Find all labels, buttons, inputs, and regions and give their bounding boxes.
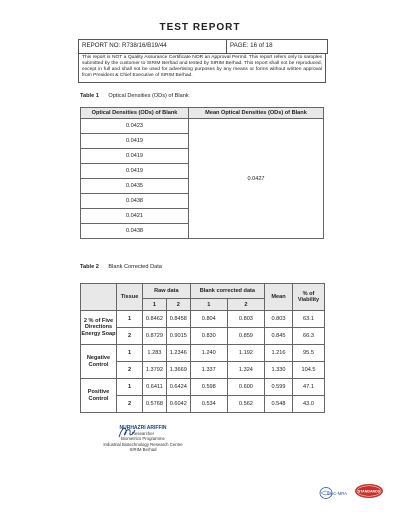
table2-row xyxy=(81,379,325,396)
table1-caption xyxy=(80,93,189,99)
logo2-text: STANDARDS xyxy=(357,489,381,494)
value-cell-bc2: 0.600 xyxy=(227,379,264,396)
value-cell-bc2: 0.859 xyxy=(227,328,264,345)
signatory-unit1: Biometrics Programme xyxy=(121,436,165,442)
report-number: REPORT NO: R738/16/B19/44 xyxy=(79,40,227,53)
table1-caption-text: Optical Densities (ODs) of Blank xyxy=(108,93,189,99)
value-cell-bc1: 0.598 xyxy=(190,379,227,396)
tissue-cell: 1 xyxy=(117,311,143,328)
value-cell-bc1: 0.534 xyxy=(190,396,227,413)
od-value-cell: 0.0419 xyxy=(81,134,189,149)
table2-col-tissue: Tissue xyxy=(117,284,143,311)
value-cell-mean: 1.216 xyxy=(265,345,293,362)
value-cell-raw2: 0.6042 xyxy=(166,396,190,413)
table2-col-raw: Raw data xyxy=(143,284,191,299)
od-value-cell: 0.0419 xyxy=(81,164,189,179)
value-cell-via: 47.1 xyxy=(293,379,325,396)
value-cell-raw2: 0.6424 xyxy=(166,379,190,396)
mean-od-cell: 0.0427 xyxy=(189,119,324,239)
table2-sub-raw1: 1 xyxy=(143,299,167,311)
value-cell-mean: 0.599 xyxy=(265,379,293,396)
table1-label: Table 1 xyxy=(80,93,99,99)
table2-row xyxy=(81,328,325,345)
sample-group-cell: Positive Control xyxy=(81,379,117,413)
table1-col-mean: Mean Optical Densities (ODs) of Blank xyxy=(189,108,324,119)
od-value-cell: 0.0438 xyxy=(81,194,189,209)
value-cell-raw1: 0.8729 xyxy=(143,328,167,345)
table2-sub-bc2: 2 xyxy=(227,299,264,311)
od-value-cell: 0.0423 xyxy=(81,119,189,134)
table2-row xyxy=(81,345,325,362)
value-cell-raw2: 1.3669 xyxy=(166,362,190,379)
table2-sub-raw2: 2 xyxy=(166,299,190,311)
table1-col-od: Optical Densities (ODs) of Blank xyxy=(81,108,189,119)
value-cell-via: 43.0 xyxy=(293,396,325,413)
value-cell-raw1: 0.6411 xyxy=(143,379,167,396)
table1-body xyxy=(81,119,324,239)
od-value-cell: 0.0421 xyxy=(81,209,189,224)
signatory-unit2: Industrial Biotechnology Research Centre xyxy=(103,441,183,447)
table2-caption-text: Blank Corrected Data xyxy=(108,264,162,270)
table2-sub-bc1: 1 xyxy=(190,299,227,311)
sample-group-cell: 2 % of Five Directions Energy Soap xyxy=(81,311,117,345)
od-value-cell: 0.0438 xyxy=(81,224,189,239)
value-cell-raw1: 1.3792 xyxy=(143,362,167,379)
table2-col-blank: Blank corrected data xyxy=(190,284,264,299)
table2-col-mean: Mean xyxy=(265,284,293,311)
signature-block xyxy=(98,426,188,452)
value-cell-mean: 0.548 xyxy=(265,396,293,413)
value-cell-bc2: 1.192 xyxy=(227,345,264,362)
table2-body xyxy=(81,311,325,413)
value-cell-bc1: 0.830 xyxy=(190,328,227,345)
tissue-cell: 2 xyxy=(117,362,143,379)
table2-col-sample xyxy=(81,284,117,311)
blank-corrected-table xyxy=(80,283,325,413)
tissue-cell: 1 xyxy=(117,345,143,362)
ilac-mra-logo-icon xyxy=(318,486,348,500)
sample-group-cell: Negative Control xyxy=(81,345,117,379)
disclaimer-notice: This report is NOT a Quality Assurance Certificate NOR an Approval Permit. This report refers only to samples submitted by the customer to SIRIM Berhad and tested by SIRIM Berhad. This report shall not be reproduced, except in full and shall not be used for advertising purposes by any means or forms without written approval from President & Chief Executive of SIRIM Berhad. xyxy=(78,53,326,83)
value-cell-bc2: 0.562 xyxy=(227,396,264,413)
tissue-cell: 2 xyxy=(117,396,143,413)
value-cell-raw2: 0.9015 xyxy=(166,328,190,345)
table2-row xyxy=(81,396,325,413)
table2-label: Table 2 xyxy=(80,264,99,270)
od-value-cell: 0.0435 xyxy=(81,179,189,194)
value-cell-mean: 1.330 xyxy=(265,362,293,379)
value-cell-bc2: 0.803 xyxy=(227,311,264,328)
report-title: TEST REPORT xyxy=(159,22,241,33)
value-cell-raw1: 0.5768 xyxy=(143,396,167,413)
value-cell-via: 63.1 xyxy=(293,311,325,328)
tissue-cell: 1 xyxy=(117,379,143,396)
page-number: PAGE: 16 of 18 xyxy=(230,42,273,49)
value-cell-bc1: 1.337 xyxy=(190,362,227,379)
table1-row xyxy=(81,119,324,134)
table2-col-viability: % of Viability xyxy=(293,284,325,311)
value-cell-via: 104.5 xyxy=(293,362,325,379)
table2-row xyxy=(81,362,325,379)
od-value-cell: 0.0419 xyxy=(81,149,189,164)
signatory-org: SIRIM Berhad xyxy=(129,446,157,452)
value-cell-raw2: 1.2346 xyxy=(166,345,190,362)
value-cell-bc1: 0.804 xyxy=(190,311,227,328)
value-cell-via: 95.5 xyxy=(293,345,325,362)
signatory-name: NURHAZRI ARIFFIN xyxy=(119,425,167,431)
logo1-text: ILAC-MRA xyxy=(327,491,348,496)
table2-row xyxy=(81,311,325,328)
value-cell-mean: 0.845 xyxy=(265,328,293,345)
value-cell-raw1: 0.8462 xyxy=(143,311,167,328)
value-cell-bc1: 1.240 xyxy=(190,345,227,362)
value-cell-raw1: 1.283 xyxy=(143,345,167,362)
value-cell-bc2: 1.324 xyxy=(227,362,264,379)
tissue-cell: 2 xyxy=(117,328,143,345)
value-cell-mean: 0.803 xyxy=(265,311,293,328)
value-cell-raw2: 0.8458 xyxy=(166,311,190,328)
blank-od-table xyxy=(80,107,324,239)
table2-caption xyxy=(80,264,162,270)
standards-logo-icon xyxy=(354,483,384,499)
value-cell-via: 66.3 xyxy=(293,328,325,345)
signatory-title: Researcher xyxy=(131,431,155,437)
report-header-box xyxy=(78,39,328,54)
